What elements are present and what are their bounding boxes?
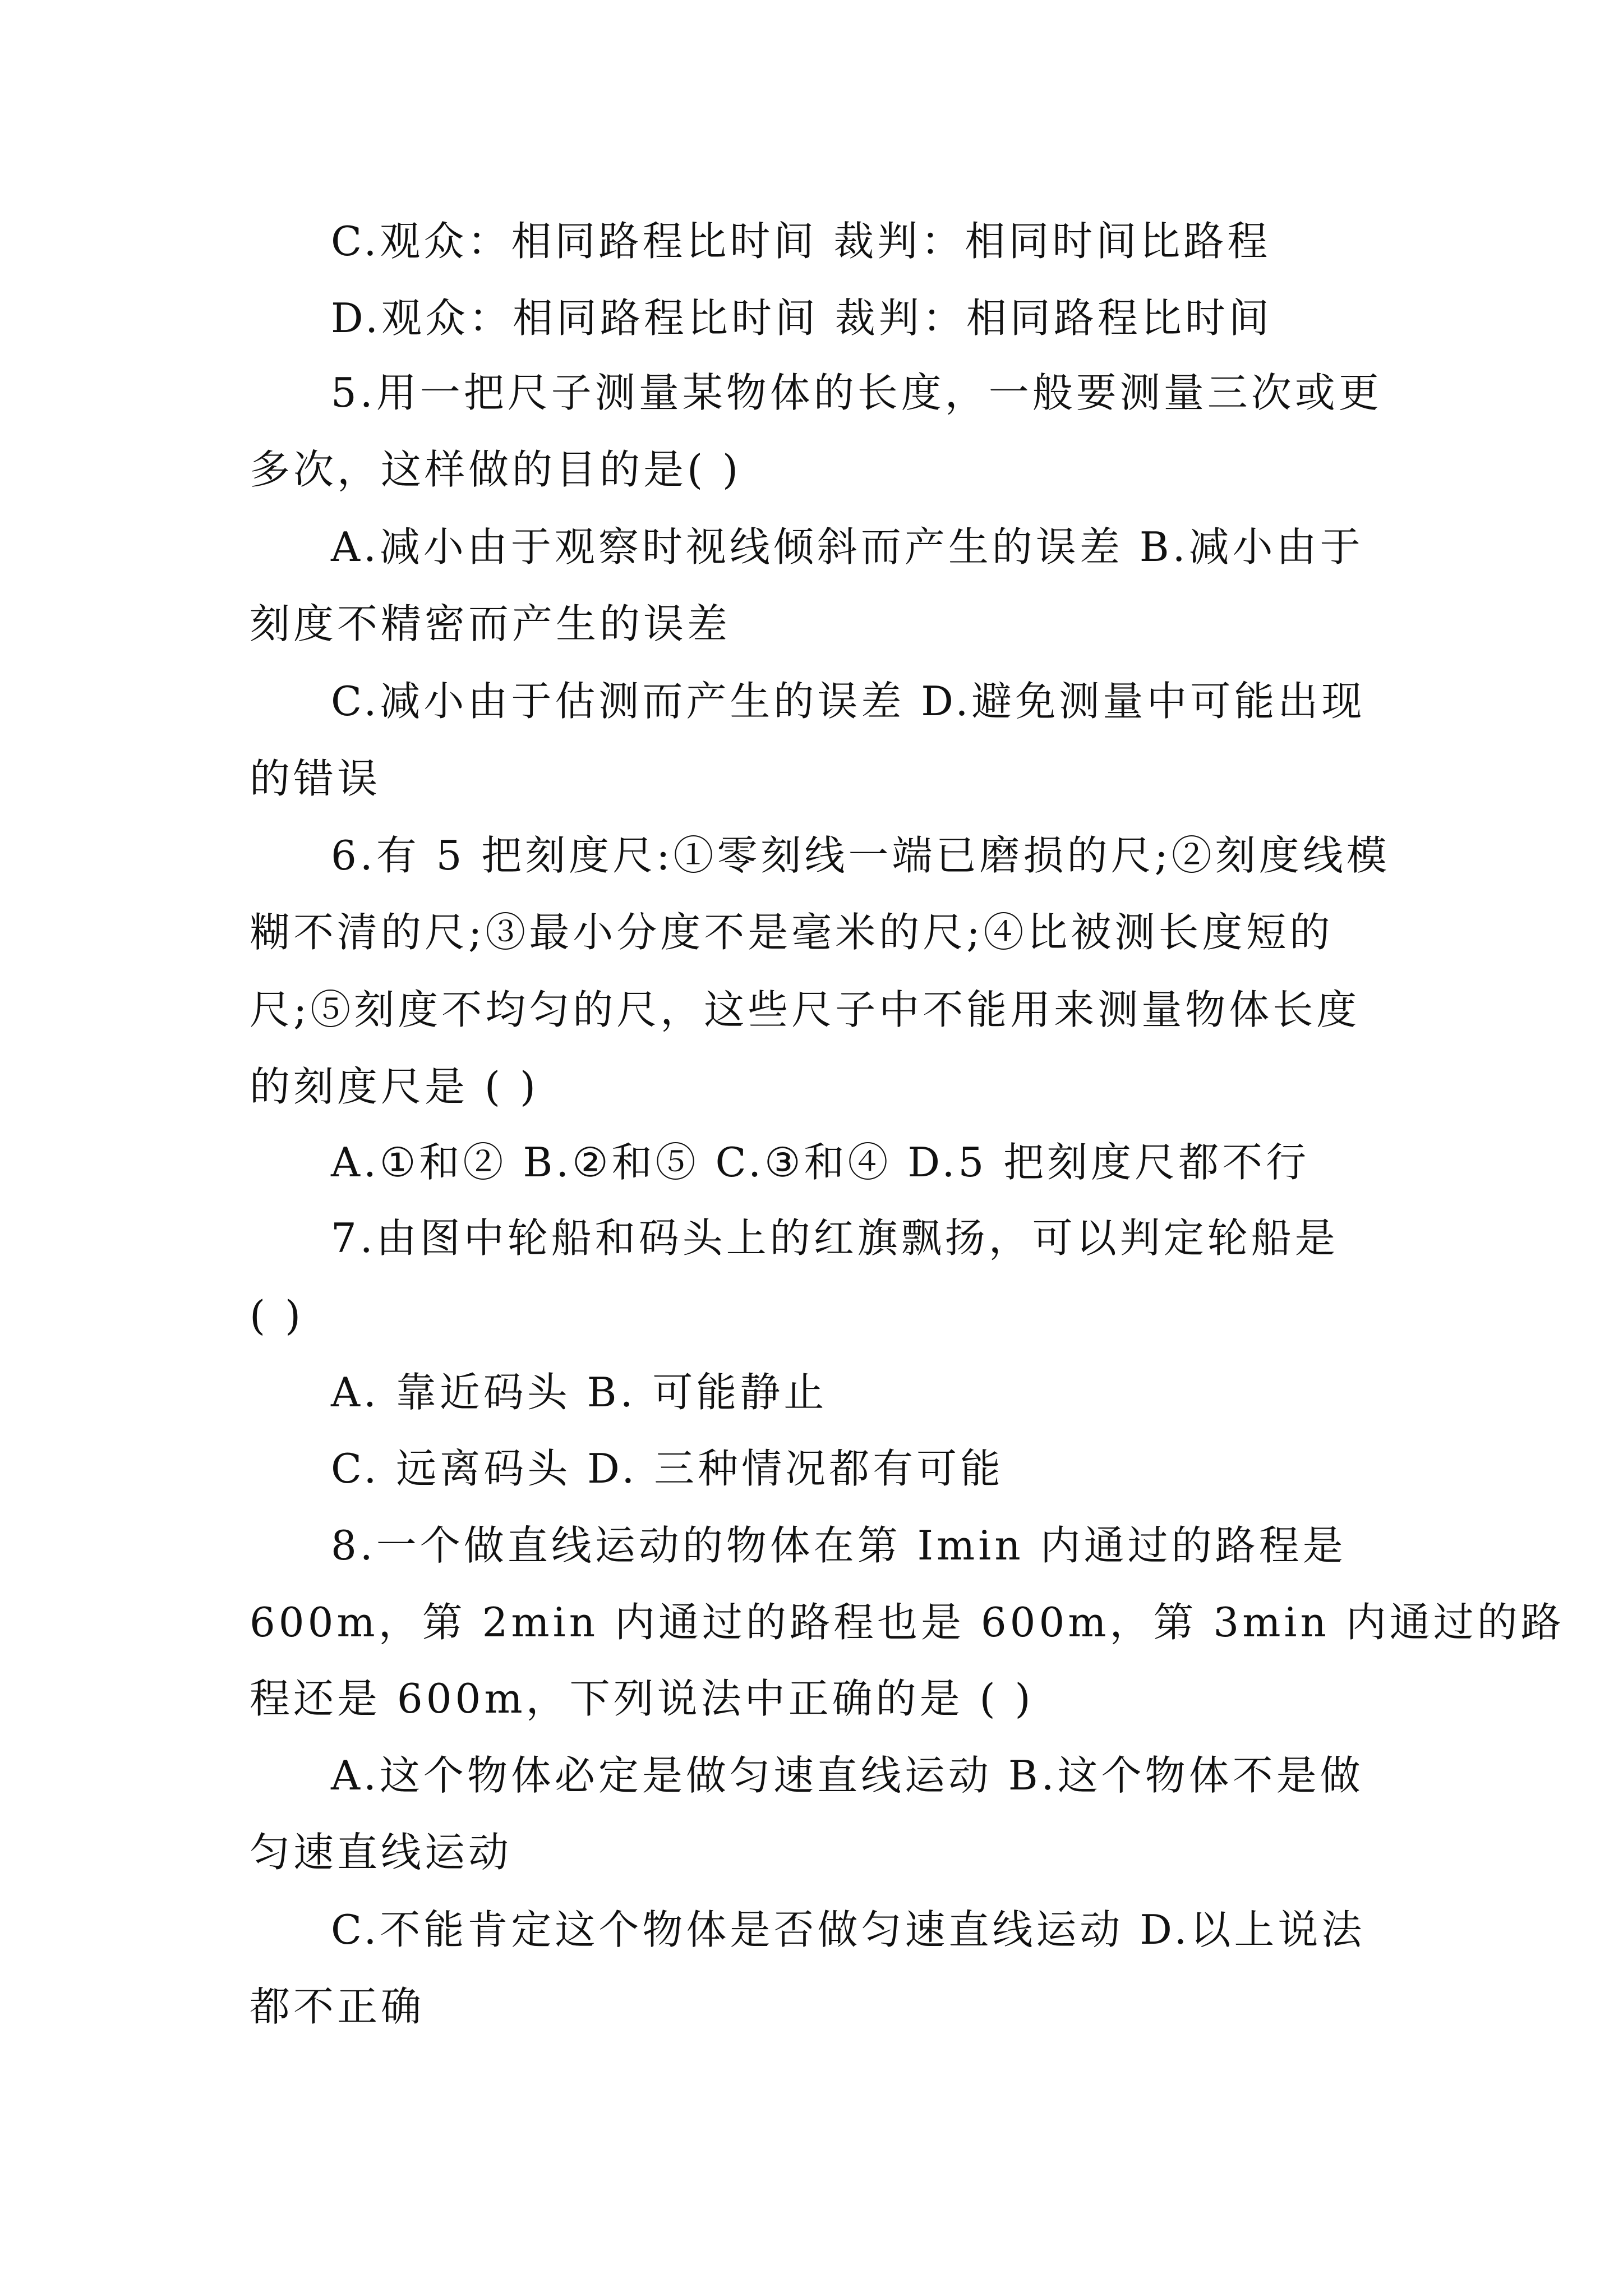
q7-options-ab: A. 靠近码头 B. 可能静止 xyxy=(331,1369,828,1416)
q4-option-c: C.观众：相同路程比时间 裁判：相同时间比路程 xyxy=(331,218,1271,265)
q6-stem-line3: 尺;⑤刻度不均匀的尺，这些尺子中不能用来测量物体长度 xyxy=(250,986,1361,1033)
q5-stem-line1: 5.用一把尺子测量某物体的长度，一般要测量三次或更 xyxy=(331,369,1382,416)
q5-options-cd-line2: 的错误 xyxy=(250,755,381,802)
q8-options-cd-line2: 都不正确 xyxy=(250,1983,425,2030)
q8-stem-line1: 8.一个做直线运动的物体在第 Imin 内通过的路程是 xyxy=(331,1522,1347,1569)
q5-options-ab-line1: A.减小由于观察时视线倾斜而产生的误差 B.减小由于 xyxy=(331,523,1364,570)
q7-stem-line1: 7.由图中轮船和码头上的红旗飘扬，可以判定轮船是 xyxy=(331,1214,1339,1262)
q5-options-cd-line1: C.减小由于估测而产生的误差 D.避免测量中可能出现 xyxy=(331,678,1366,725)
q8-options-ab-line1: A.这个物体必定是做匀速直线运动 B.这个物体不是做 xyxy=(331,1752,1364,1799)
q8-stem-line2: 600m，第 2min 内通过的路程也是 600m，第 3min 内通过的路 xyxy=(250,1599,1565,1646)
q6-stem-line4: 的刻度尺是 ( ) xyxy=(250,1063,539,1110)
q8-options-ab-line2: 匀速直线运动 xyxy=(250,1829,513,1876)
q6-options: A.①和② B.②和⑤ C.③和④ D.5 把刻度尺都不行 xyxy=(331,1139,1310,1186)
q5-stem-line2: 多次，这样做的目的是( ) xyxy=(250,446,742,493)
q8-stem-line3: 程还是 600m，下列说法中正确的是 ( ) xyxy=(250,1675,1034,1722)
q6-stem-line1: 6.有 5 把刻度尺:①零刻线一端已磨损的尺;②刻度线模 xyxy=(331,832,1390,879)
q4-option-d: D.观众：相同路程比时间 裁判：相同路程比时间 xyxy=(331,295,1272,342)
q7-options-cd: C. 远离码头 D. 三种情况都有可能 xyxy=(331,1445,1004,1492)
q7-stem-line2: ( ) xyxy=(250,1292,305,1339)
q5-options-ab-line2: 刻度不精密而产生的误差 xyxy=(250,600,731,647)
q6-stem-line2: 糊不清的尺;③最小分度不是毫米的尺;④比被测长度短的 xyxy=(250,909,1334,956)
q8-options-cd-line1: C.不能肯定这个物体是否做匀速直线运动 D.以上说法 xyxy=(331,1906,1366,1953)
